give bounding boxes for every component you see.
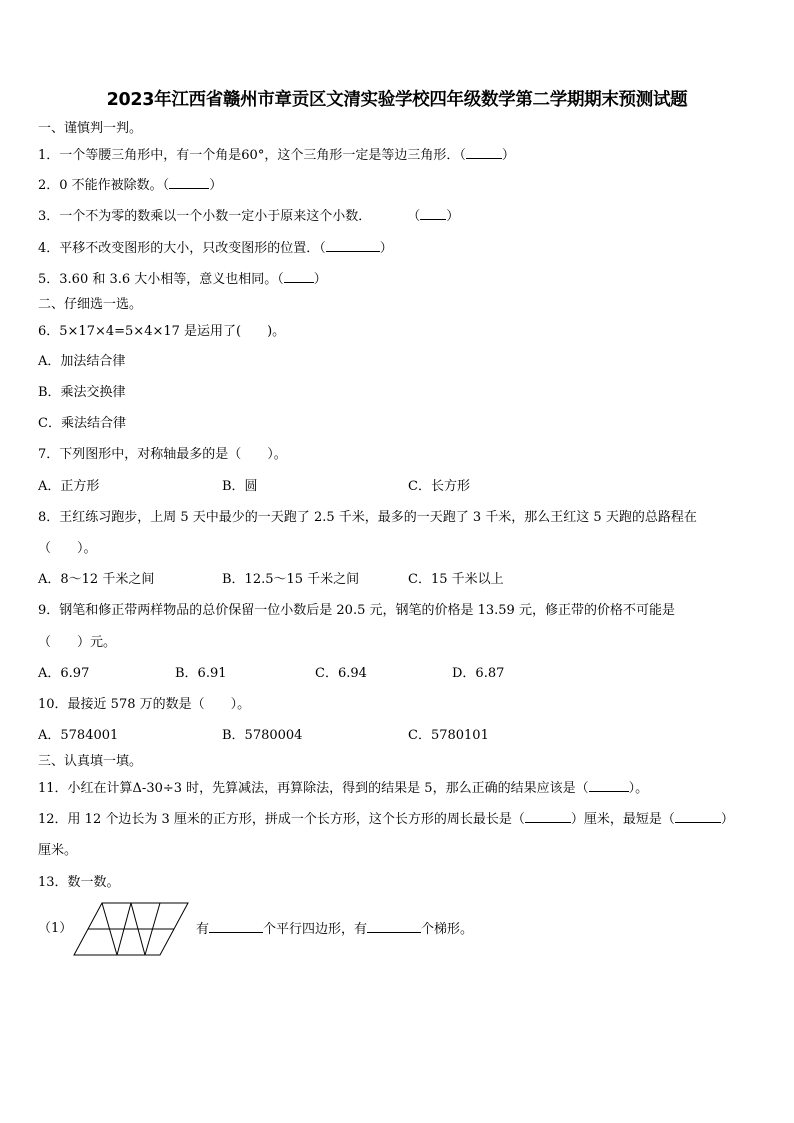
question-9-continued: （ ）元。 [38, 635, 117, 650]
answer-blank[interactable] [326, 239, 380, 252]
section-heading-3: 三、认真填一填。 [38, 754, 143, 769]
question-6: 6．5×17×4=5×4×17 是运用了( )。 [38, 324, 286, 339]
question-12-text: 12．用 12 个边长为 3 厘米的正方形，拼成一个长方形，这个长方形的周长最长是（ [38, 812, 525, 827]
answer-blank[interactable] [169, 176, 209, 189]
question-12-close: ） [720, 812, 734, 827]
question-7-option-a[interactable]: A．正方形 [38, 479, 100, 494]
question-6-option-a[interactable]: A．加法结合律 [38, 354, 126, 369]
question-7-option-b[interactable]: B．圆 [222, 479, 258, 494]
question-12 [38, 810, 734, 829]
question-10: 10．最接近 578 万的数是（ ）。 [38, 697, 251, 712]
question-5 [38, 270, 327, 289]
answer-blank[interactable] [589, 779, 629, 792]
question-12-mid: ）厘米，最短是（ [570, 812, 675, 827]
question-8-option-b[interactable]: B．12.5～15 千米之间 [222, 572, 360, 587]
question-4-text: 4．平移不改变图形的大小，只改变图形的位置．（ [38, 241, 326, 256]
section-heading-2: 二、仔细选一选。 [38, 297, 143, 312]
question-9-option-b[interactable]: B．6.91 [175, 666, 227, 681]
question-11-text: 11．小红在计算Δ-30÷3 时，先算减法，再算除法，得到的结果是 5，那么正确的结果应该是（ [38, 781, 589, 796]
question-9-option-c[interactable]: C．6.94 [315, 666, 367, 681]
question-11-close: ）。 [628, 781, 649, 796]
question-2 [38, 176, 222, 195]
question-3-text: 3．一个不为零的数乘以一个小数一定小于原来这个小数． [38, 209, 372, 224]
question-5-close: ） [313, 272, 327, 287]
question-10-option-a[interactable]: A．5784001 [38, 728, 119, 743]
question-9: 9．钢笔和修正带两样物品的总价保留一位小数后是 20.5 元，钢笔的价格是 13.59 元，修正带的价格不可能是 [38, 603, 675, 618]
question-5-text: 5．3.60 和 3.6 大小相等，意义也相同。（ [38, 272, 284, 287]
page-title: 2023年江西省赣州市章贡区文清实验学校四年级数学第二学期期末预测试题 [106, 90, 688, 110]
question-2-text: 2．0 不能作被除数。（ [38, 178, 170, 193]
question-10-option-b[interactable]: B．5780004 [222, 728, 303, 743]
answer-blank[interactable] [367, 920, 421, 933]
question-13-part2: 个平行四边形，有 [263, 922, 368, 937]
question-6-option-b[interactable]: B．乘法交换律 [38, 385, 126, 400]
question-13-part1: 有 [196, 922, 210, 937]
answer-blank[interactable] [420, 207, 446, 220]
question-12-continued: 厘米。 [38, 843, 78, 858]
question-11 [38, 779, 648, 798]
section-heading-1: 一、谨慎判一判。 [38, 121, 143, 136]
question-13-answer-line [196, 920, 473, 939]
question-8: 8．王红练习跑步，上周 5 天中最少的一天跑了 2.5 千米，最多的一天跑了 3 千米，那么王红这 5 天跑的总路程在 [38, 510, 697, 525]
answer-blank[interactable] [209, 920, 263, 933]
answer-blank[interactable] [525, 810, 571, 823]
question-4-close: ） [379, 241, 393, 256]
question-13-part3: 个梯形。 [421, 922, 474, 937]
question-9-option-d[interactable]: D．6.87 [452, 666, 505, 681]
question-7: 7．下列图形中，对称轴最多的是（ ）。 [38, 447, 287, 462]
question-1-text: 1．一个等腰三角形中，有一个角是60°，这个三角形一定是等边三角形．（ [38, 148, 466, 163]
question-2-close: ） [209, 178, 223, 193]
answer-blank[interactable] [466, 146, 502, 159]
question-3-open: （ [407, 209, 421, 224]
answer-blank[interactable] [675, 810, 721, 823]
question-1-close: ） [501, 148, 515, 163]
question-13-sub-label: （1） [38, 921, 73, 936]
question-3 [38, 207, 459, 226]
question-3-close: ） [446, 209, 460, 224]
question-8-continued: （ ）。 [38, 541, 97, 556]
question-8-option-c[interactable]: C．15 千米以上 [408, 572, 504, 587]
question-4 [38, 239, 393, 258]
question-7-option-c[interactable]: C．长方形 [408, 479, 470, 494]
question-10-option-c[interactable]: C．5780101 [408, 728, 489, 743]
question-13: 13．数一数。 [38, 875, 120, 890]
question-1 [38, 146, 515, 165]
question-6-option-c[interactable]: C．乘法结合律 [38, 416, 126, 431]
question-9-option-a[interactable]: A．6.97 [38, 666, 90, 681]
question-8-option-a[interactable]: A．8～12 千米之间 [38, 572, 155, 587]
answer-blank[interactable] [284, 270, 314, 283]
parallelogram-figure [72, 901, 192, 957]
